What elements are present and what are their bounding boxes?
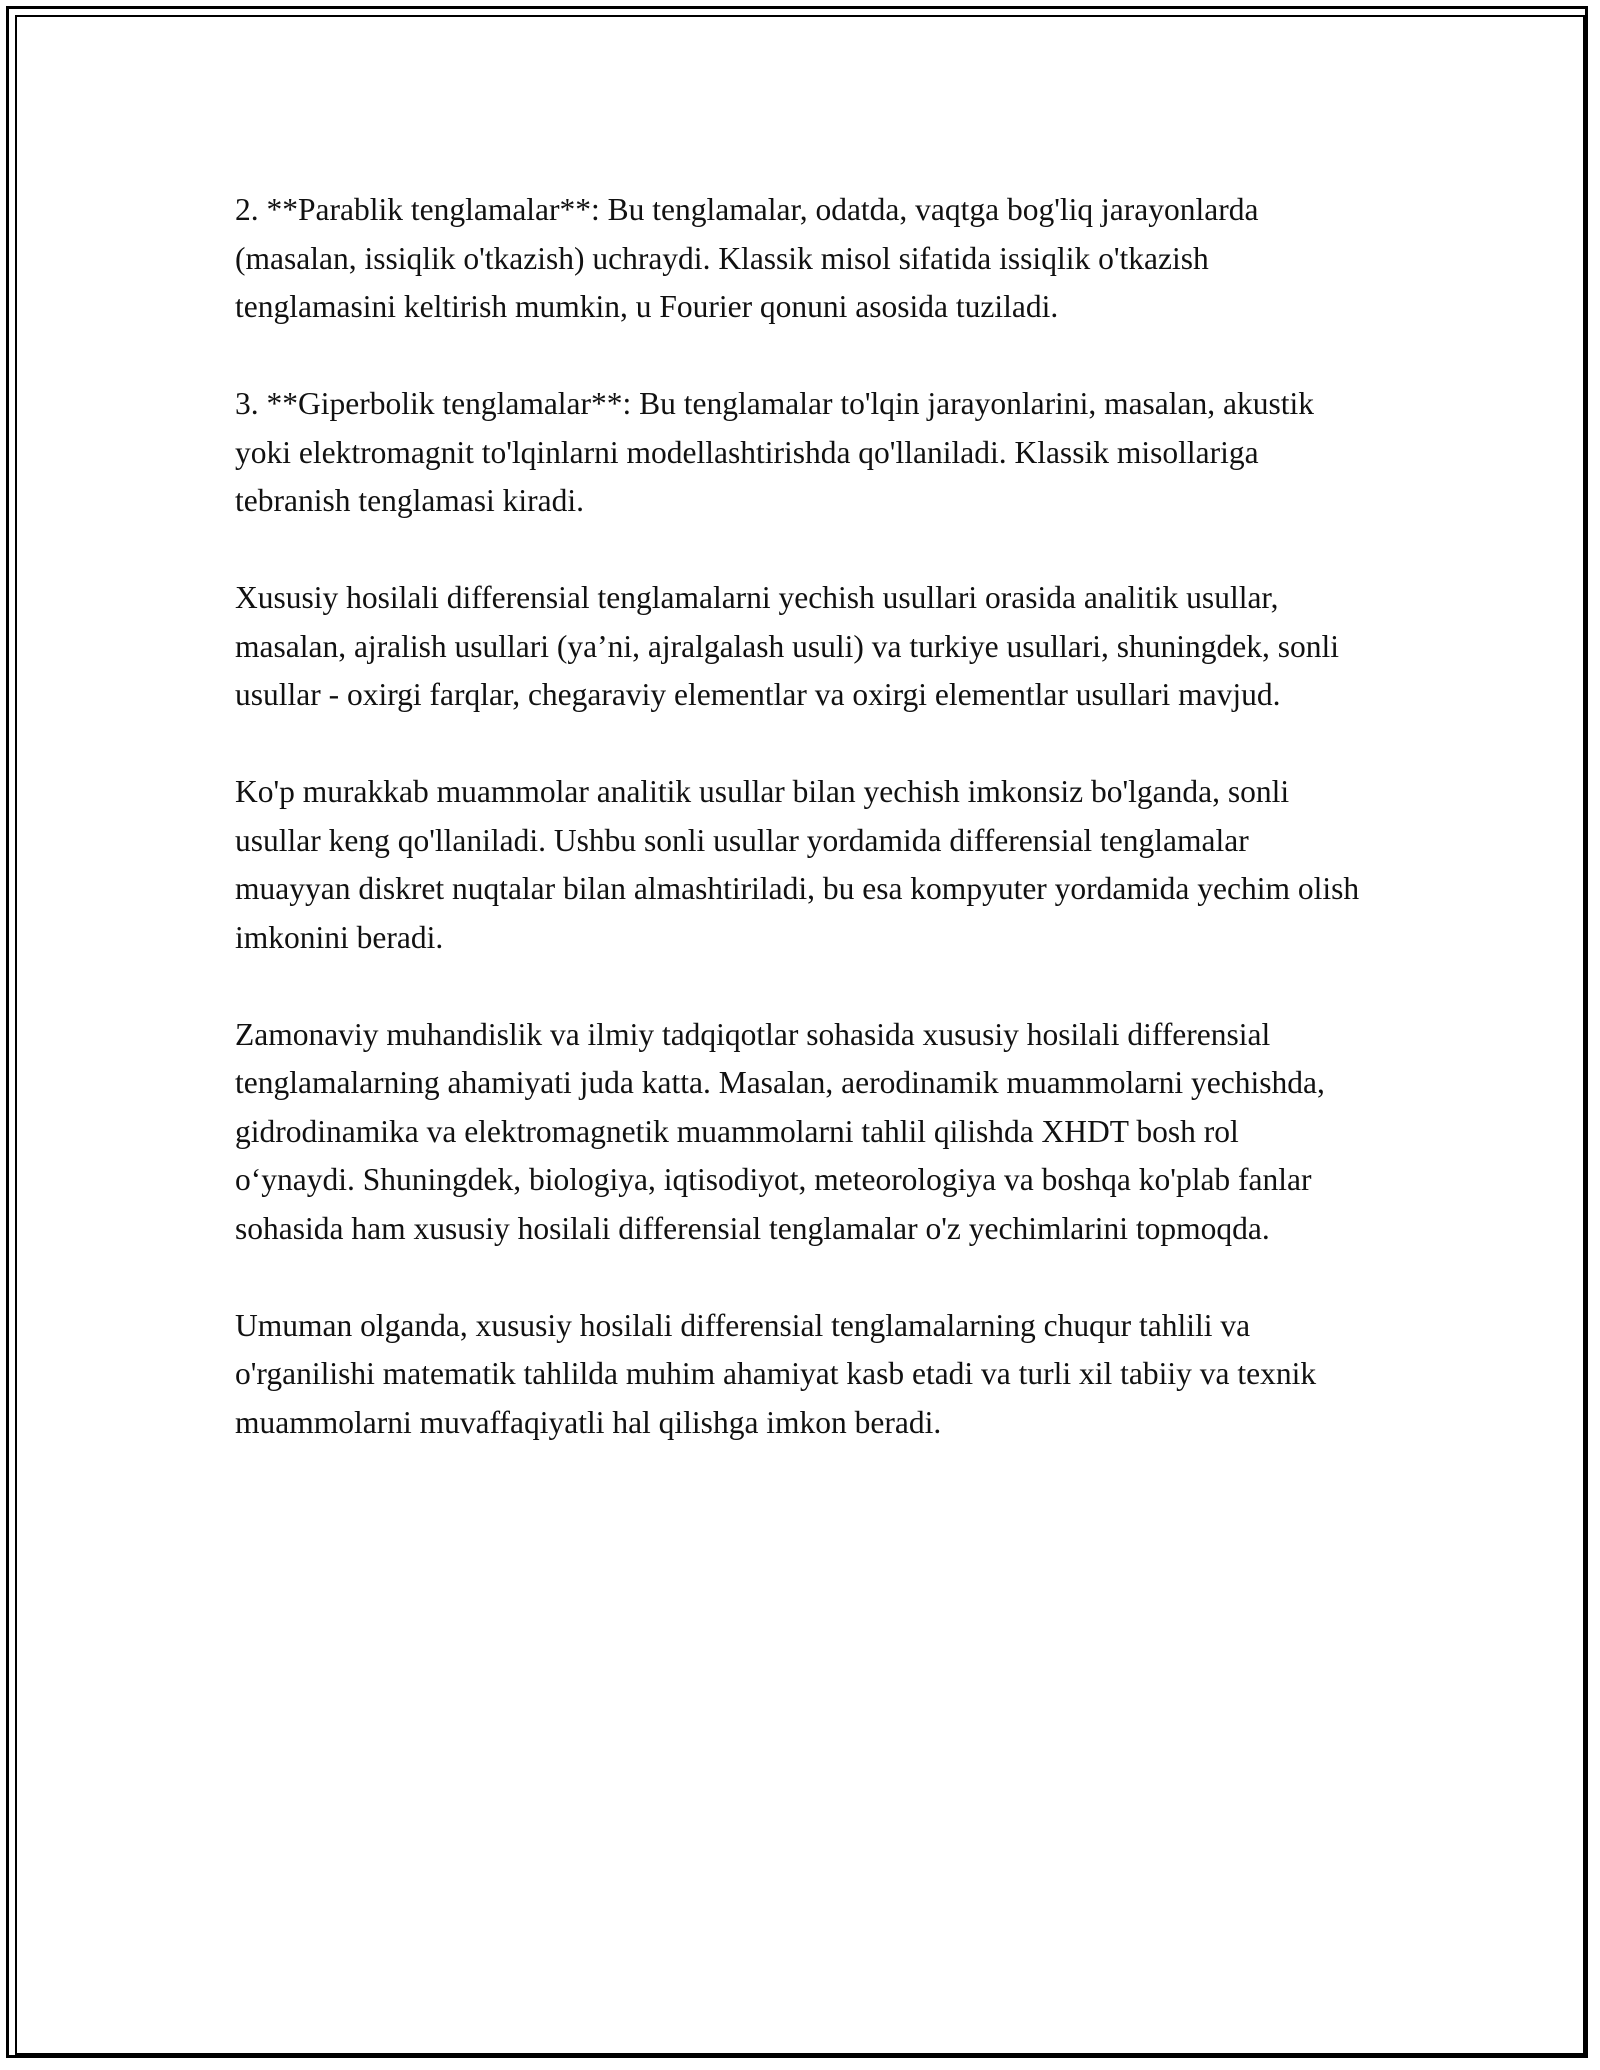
- paragraph-modern-applications: Zamonaviy muhandislik va ilmiy tadqiqotlar sohasida xususiy hosilali differensial tenglamalarning ahamiyati juda katta. Masalan, aerodinamik muammolarni yechishda, gidrodinamika va elektromagnetik muammolarni tahlil qilishda XHDT bosh rol o‘ynaydi. Shuningdek, biologiya, iqtisodiyot, meteorologiya va boshqa ko'plab fanlar sohasida ham xususiy hosilali differensial tenglamalar o'z yechimlarini topmoqda.: [235, 1016, 1325, 1246]
- paragraph-solution-methods: Xususiy hosilali differensial tenglamalarni yechish usullari orasida analitik usullar, masalan, ajralish usullari (ya’ni, ajralgalash usuli) va turkiye usullari, shuningdek, sonli usullar - oxirgi farqlar, chegaraviy elementlar va oxirgi elementlar usullari mavjud.: [235, 580, 1339, 712]
- document-body: [235, 186, 1365, 1447]
- paragraph-hyperbolic-equations: 3. **Giperbolik tenglamalar**: Bu tenglamalar to'lqin jarayonlarini, masalan, akustik yoki elektromagnit to'lqinlarni modellashtirishda qo'llaniladi. Klassik misollariga tebranish tenglamasi kiradi.: [235, 386, 1315, 518]
- paragraph-parabolic-equations: 2. **Parablik tenglamalar**: Bu tenglamalar, odatda, vaqtga bog'liq jarayonlarda (masalan, issiqlik o'tkazish) uchraydi. Klassik misol sifatida issiqlik o'tkazish tenglamasini keltirish mumkin, u Fourier qonuni asosida tuziladi.: [235, 192, 1259, 324]
- paragraph-numerical-methods: Ko'p murakkab muammolar analitik usullar bilan yechish imkonsiz bo'lganda, sonli usullar keng qo'llaniladi. Ushbu sonli usullar yordamida differensial tenglamalar muayyan diskret nuqtalar bilan almashtiriladi, bu esa kompyuter yordamida yechim olish imkonini beradi.: [235, 774, 1360, 955]
- paragraph-conclusion: Umuman olganda, xususiy hosilali differensial tenglamalarning chuqur tahlili va o'rganilishi matematik tahlilda muhim ahamiyat kasb etadi va turli xil tabiiy va texnik muammolarni muvaffaqiyatli hal qilishga imkon beradi.: [235, 1307, 1317, 1440]
